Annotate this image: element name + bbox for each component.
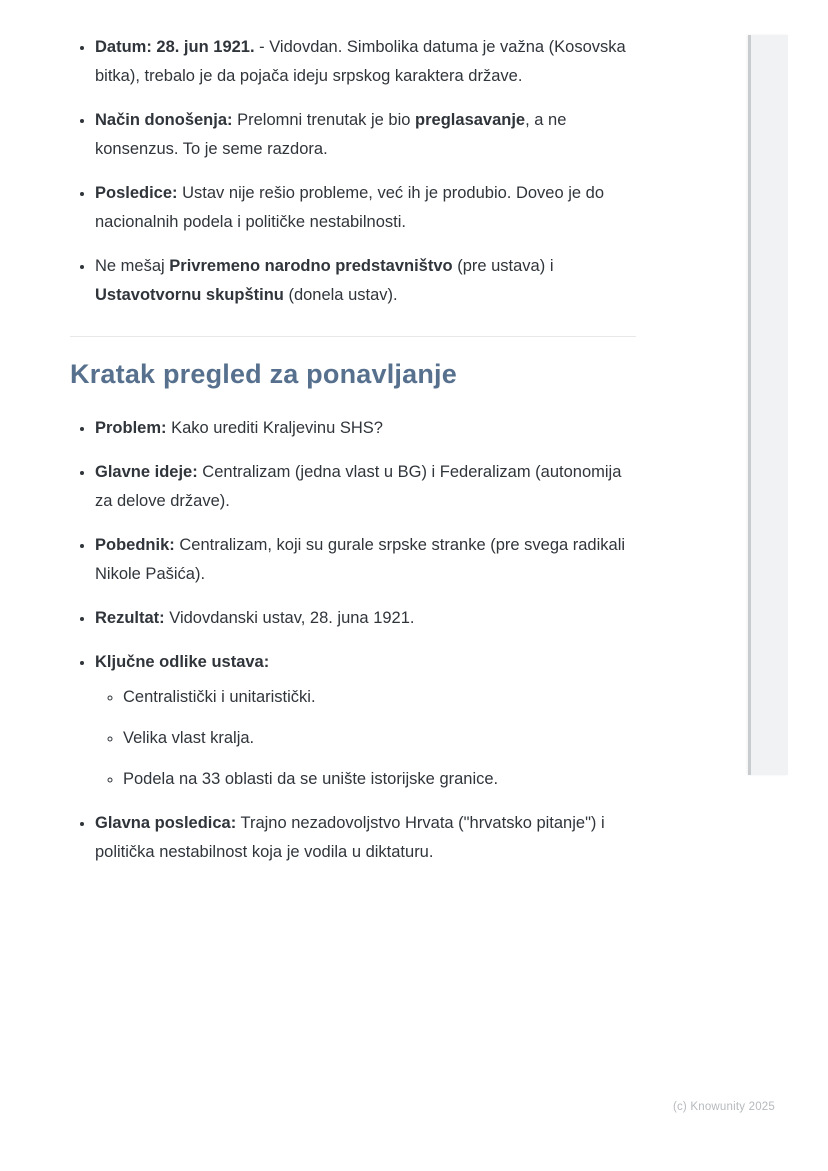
section-kratak-pregled (70, 414, 636, 867)
list-item (95, 179, 636, 237)
text: Kako urediti Kraljevinu SHS? (166, 419, 383, 437)
bold-text: Pobednik: (95, 536, 175, 554)
sub-list-item (123, 683, 636, 712)
list-item (95, 106, 636, 164)
bold-text: Datum: 28. jun 1921. (95, 38, 255, 56)
text: Centralistički i unitaristički. (123, 688, 316, 706)
bold-text: Glavne ideje: (95, 463, 198, 481)
text: - Vidovdan. Simbolika datuma je važna (Kosovska bitka), trebalo je da pojača ideju srpskog karaktera države. (95, 38, 626, 85)
adjacent-page-edge (748, 35, 788, 775)
section-divider (70, 336, 636, 337)
sub-list-item (123, 765, 636, 794)
list-item (95, 648, 636, 794)
content-area (70, 33, 636, 882)
list-item (95, 458, 636, 516)
sub-bullet-list (95, 683, 636, 794)
text: Trajno nezadovoljstvo Hrvata ("hrvatsko pitanje") i politička nestabilnost koja je vodila u diktaturu. (95, 814, 605, 861)
bold-text: Ustavotvornu skupštinu (95, 286, 284, 304)
text: Podela na 33 oblasti da se unište istorijske granice. (123, 770, 499, 788)
list-item (95, 604, 636, 633)
list-item (95, 252, 636, 310)
bullet-list (70, 414, 636, 867)
text: Centralizam, koji su gurale srpske stranke (pre svega radikali Nikole Pašića). (95, 536, 626, 583)
bold-text: Rezultat: (95, 609, 165, 627)
footer-copyright: (c) Knowunity 2025 (672, 1101, 775, 1113)
text: Velika vlast kralja. (123, 729, 255, 747)
bold-text: Privremeno narodno predstavništvo (169, 257, 453, 275)
text: Vidovdanski ustav, 28. juna 1921. (164, 609, 415, 627)
text: Ne mešaj (95, 257, 170, 275)
bold-text: Način donošenja: (95, 111, 233, 129)
bold-text: Glavna posledica: (95, 814, 237, 832)
text: , a ne konsenzus. To je seme razdora. (95, 111, 567, 158)
text: (donela ustav). (283, 286, 398, 304)
bold-text: Problem: (95, 419, 167, 437)
bold-text: preglasavanje (415, 111, 526, 129)
bullet-list (70, 33, 636, 310)
list-item (95, 809, 636, 867)
list-item (95, 33, 636, 91)
text: Prelomni trenutak je bio (232, 111, 416, 129)
bold-text: Posledice: (95, 184, 178, 202)
section-heading: Kratak pregled za ponavljanje (70, 359, 457, 389)
text: (pre ustava) i (452, 257, 554, 275)
text: Centralizam (jedna vlast u BG) i Federalizam (autonomija za delove države). (95, 463, 622, 510)
bold-text: Ključne odlike ustava: (95, 653, 270, 671)
section-vidovdan-details (70, 33, 636, 310)
list-item (95, 531, 636, 589)
text: Ustav nije rešio probleme, već ih je produbio. Doveo je do nacionalnih podela i političke nestabilnosti. (95, 184, 605, 231)
sub-list-item (123, 724, 636, 753)
list-item (95, 414, 636, 443)
